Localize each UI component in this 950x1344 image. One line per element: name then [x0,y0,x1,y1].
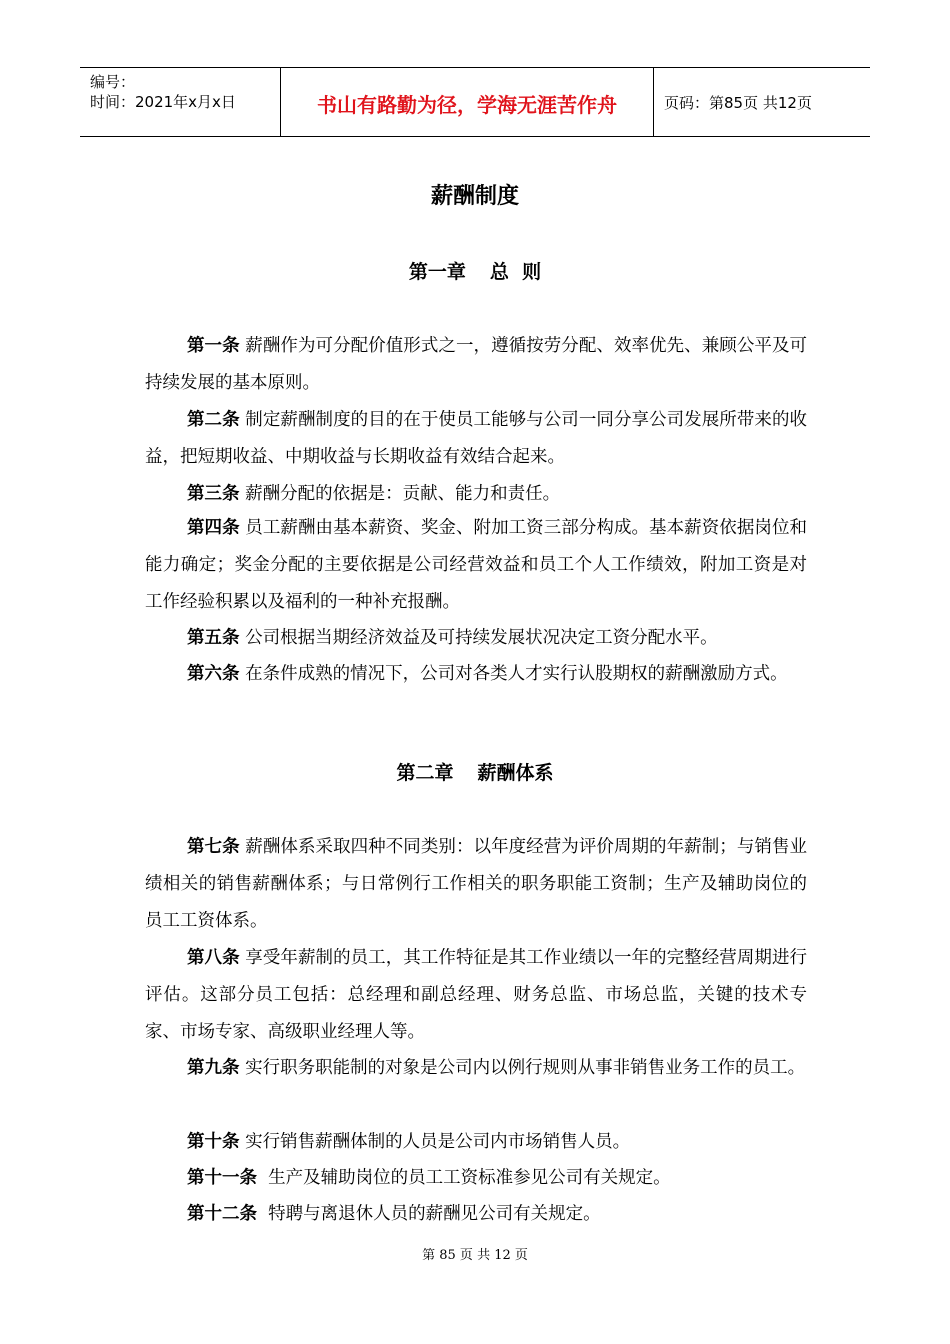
article-7 [145,829,807,940]
article-text: 公司根据当期经济效益及可持续发展状况决定工资分配水平。 [245,628,718,648]
chapter-number: 第二章 [396,762,454,784]
header-motto: 书山有路勤为径，学海无涯苦作舟 [280,68,654,136]
article-9 [145,1050,807,1087]
article-text: 员工薪酬由基本薪资、奖金、附加工资三部分构成。基本薪资依据岗位和能力确定；奖金分配的主要依据是公司经营效益和员工个人工作绩效，附加工资是对工作经验积累以及福利的一种补充报酬。 [145,518,807,612]
article-label: 第九条 [187,1058,240,1078]
chapter-heading-2 [0,758,950,788]
chapter-number: 第一章 [408,261,466,283]
article-text: 享受年薪制的员工，其工作特征是其工作业绩以一年的完整经营周期进行评估。这部分员工包括：总经理和副总经理、财务总监、市场总监，关键的技术专家、市场专家、高级职业经理人等。 [145,948,807,1042]
article-text: 薪酬分配的依据是：贡献、能力和责任。 [245,484,561,504]
article-label: 第一条 [187,336,240,356]
article-label: 第七条 [187,837,240,857]
article-text: 薪酬体系采取四种不同类别：以年度经营为评价周期的年薪制；与销售业绩相关的销售薪酬体系；与日常例行工作相关的职务职能工资制；生产及辅助岗位的员工工资体系。 [145,837,807,931]
article-text: 生产及辅助岗位的员工工资标准参见公司有关规定。 [262,1168,671,1188]
article-text: 制定薪酬制度的目的在于使员工能够与公司一同分享公司发展所带来的收益，把短期收益、中期收益与长期收益有效结合起来。 [145,410,807,467]
article-2 [145,402,807,476]
article-10 [145,1124,807,1161]
document-number-label: 编号： [90,73,136,91]
article-label: 第四条 [187,518,240,538]
article-12 [145,1196,807,1233]
article-text: 特聘与离退休人员的薪酬见公司有关规定。 [262,1204,601,1224]
article-label: 第三条 [187,484,240,504]
article-4 [145,510,807,621]
article-label: 第六条 [187,664,240,684]
article-5 [145,620,807,657]
article-text: 实行销售薪酬体制的人员是公司内市场销售人员。 [245,1132,631,1152]
chapter-name: 总 则 [489,261,542,283]
page-footer: 第 85 页 共 12 页 [422,1248,528,1263]
page-header [80,67,870,137]
article-text: 薪酬作为可分配价值形式之一，遵循按劳分配、效率优先、兼顾公平及可持续发展的基本原则。 [145,336,807,393]
article-8 [145,940,807,1051]
article-6 [145,656,807,693]
chapter-heading-1 [0,257,950,287]
article-label: 第十条 [187,1132,240,1152]
article-label: 第十二条 [187,1204,257,1224]
article-text: 在条件成熟的情况下，公司对各类人才实行认股期权的薪酬激励方式。 [245,664,788,684]
article-11 [145,1160,807,1197]
article-label: 第二条 [187,410,240,430]
article-label: 第五条 [187,628,240,648]
document-title: 薪酬制度 [430,184,519,209]
header-page-info: 页码：第85页 共12页 [664,93,812,112]
header-info-cell [80,68,280,136]
article-text: 实行职务职能制的对象是公司内以例行规则从事非销售业务工作的员工。 [245,1058,806,1078]
chapter-name: 薪酬体系 [477,762,554,784]
document-time-label: 时间：2021年x月x日 [90,93,236,111]
article-label: 第十一条 [187,1168,257,1188]
article-label: 第八条 [187,948,240,968]
article-3 [145,476,807,513]
article-1 [145,328,807,402]
